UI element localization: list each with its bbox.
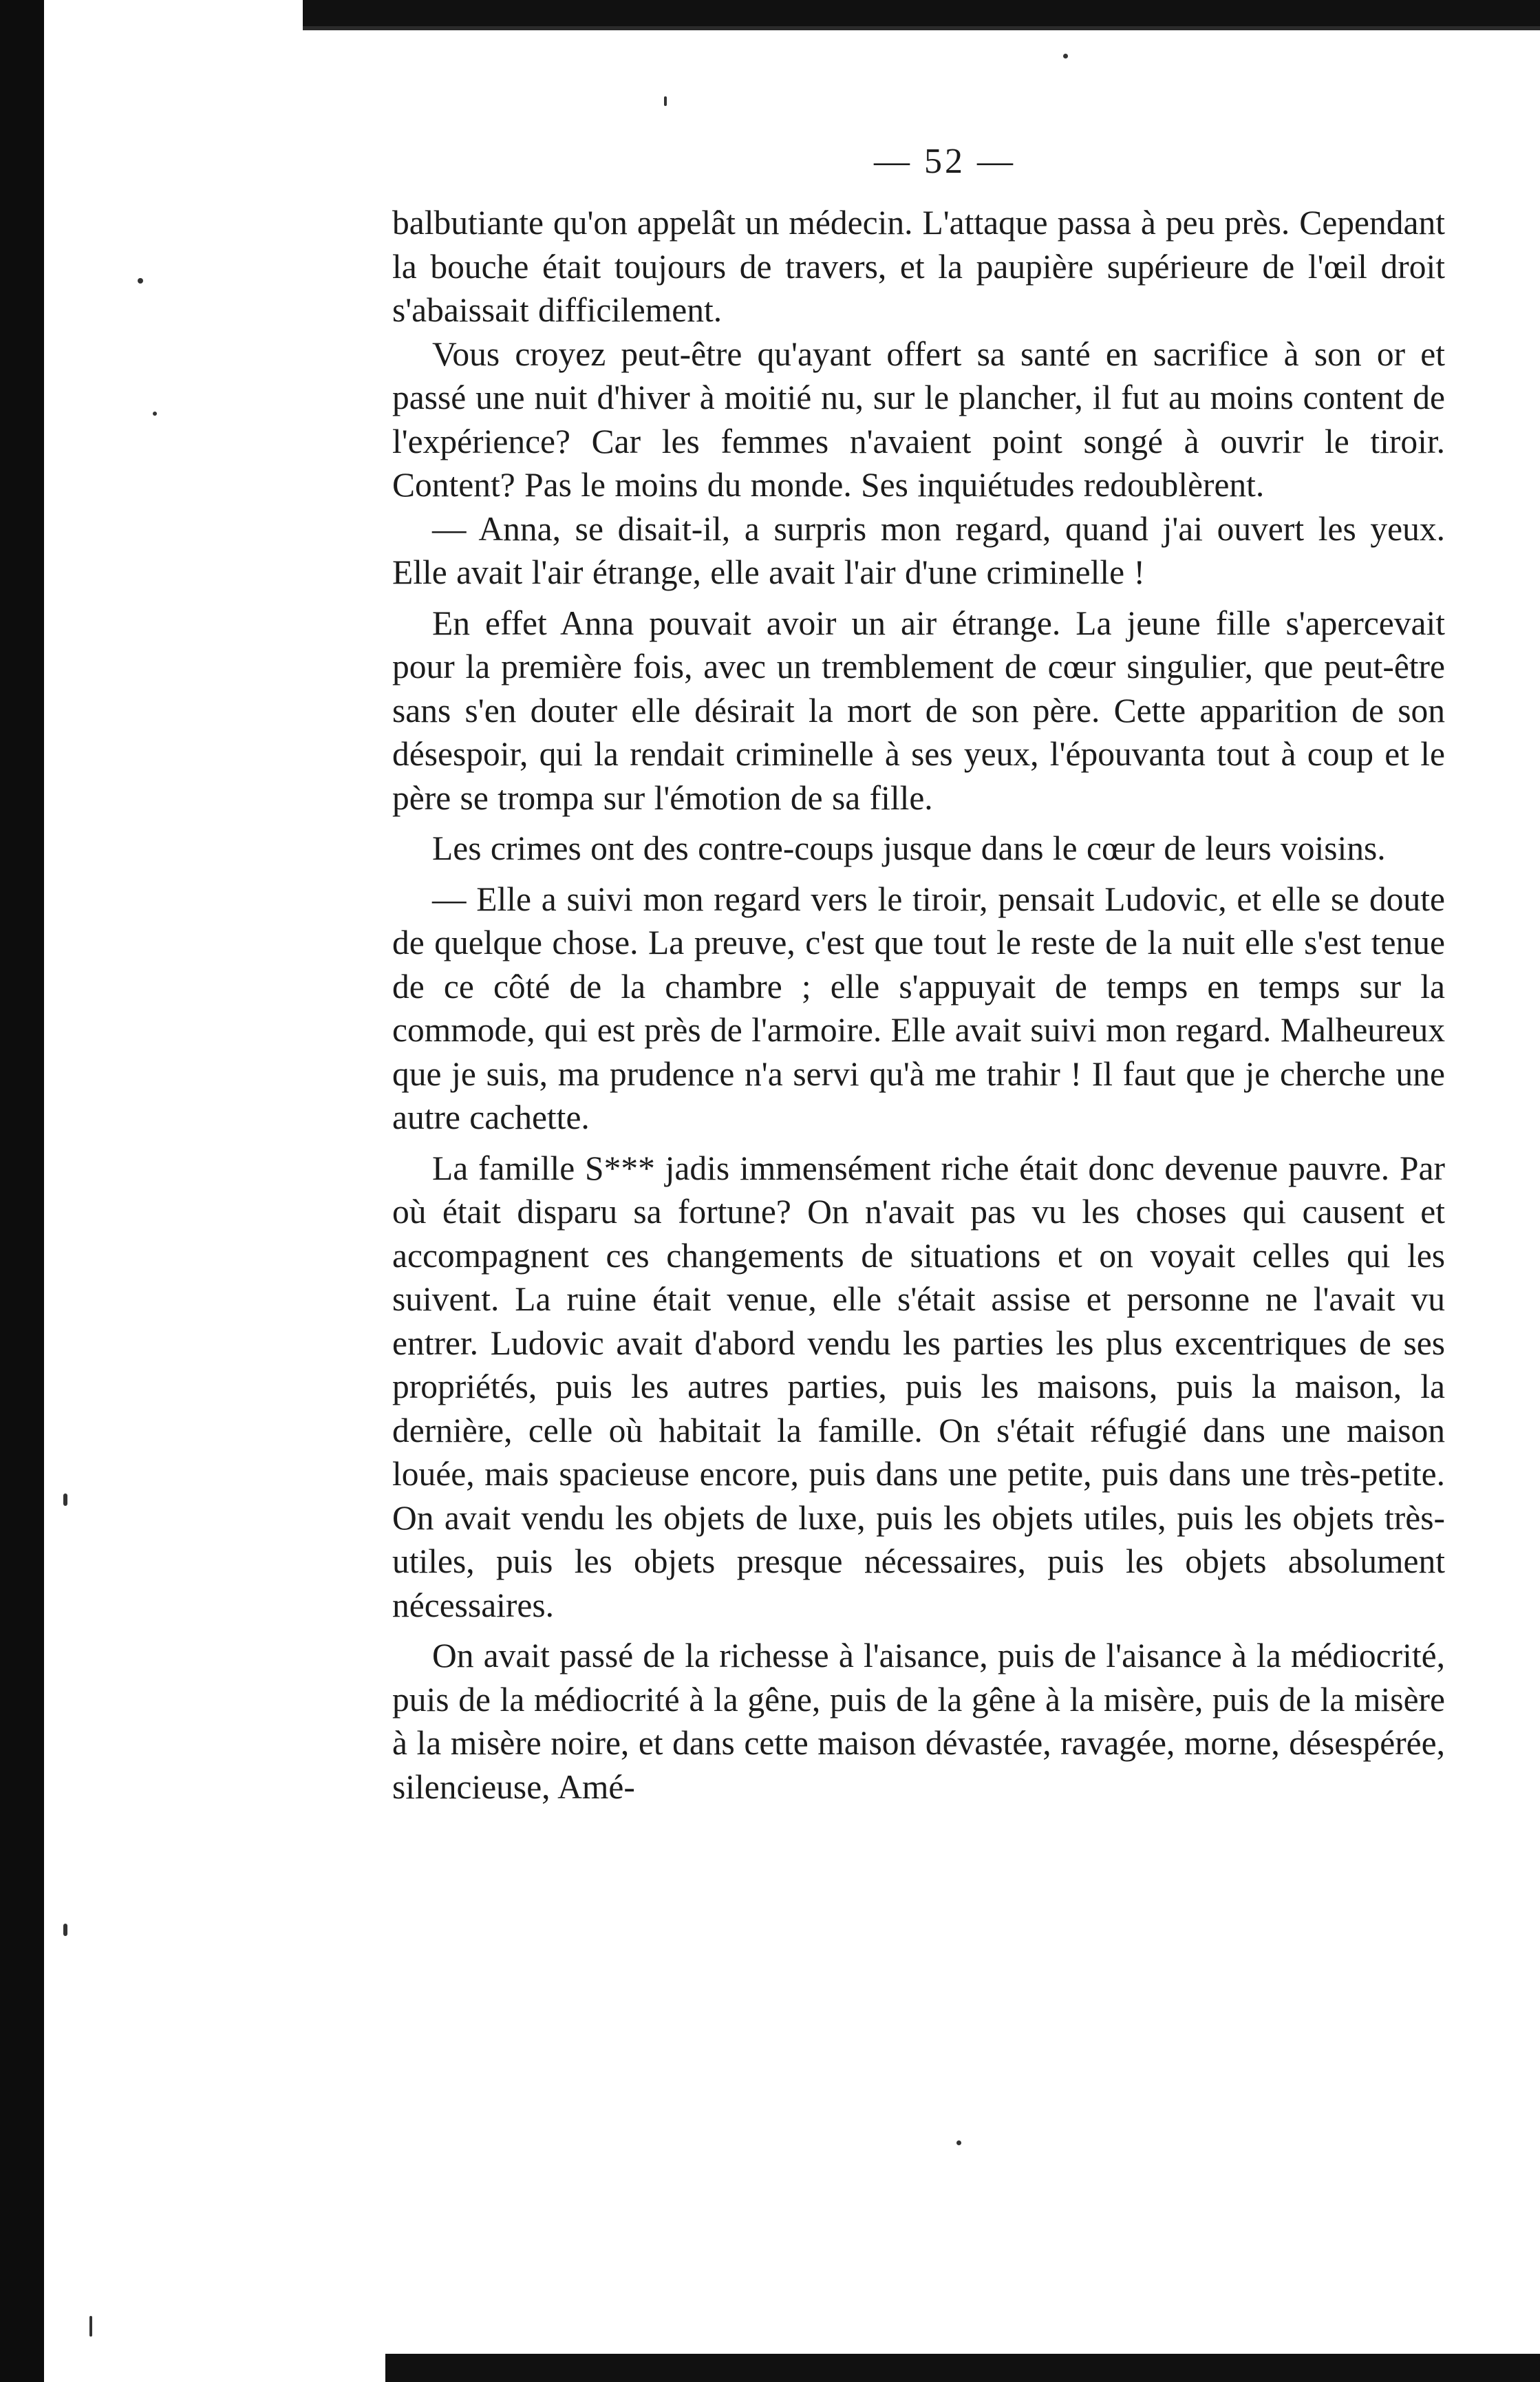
paragraph: On avait passé de la richesse à l'aisance, puis de l'aisance à la médiocrité, puis de la médiocrité à la gêne, puis de la gêne à la misère, puis de la misère à la misère noire, et dans cette maison dévastée, ravagée, morne, désespérée, silencieuse, Amé- <box>392 1637 1445 1806</box>
scan-border-top-shadow <box>303 26 1540 30</box>
paragraph: — Anna, se disait-il, a surpris mon regard, quand j'ai ouvert les yeux. Elle avait l'air étrange, elle avait l'air d'une criminelle ! <box>392 509 1445 591</box>
scan-speck <box>1063 54 1068 59</box>
paragraph: Les crimes ont des contre-coups jusque dans le cœur de leurs voisins. <box>432 829 1386 867</box>
paragraph: — Elle a suivi mon regard vers le tiroir, pensait Ludovic, et elle se doute de quelque chose. La preuve, c'est que tout le reste de la nuit elle s'est tenue de ce côté de la chambre ; elle s'appuyait de temps en temps sur la commode, qui est près de l'armoire. Elle avait suivi mon regard. Malheureux que je suis, ma prudence n'a servi qu'à me trahir ! Il faut que je cherche une autre cachette. <box>392 880 1445 1136</box>
scan-speck <box>664 96 667 106</box>
scan-speck <box>956 2140 961 2145</box>
scan-border-bottom <box>385 2354 1540 2382</box>
page-number: — 52 — <box>874 142 1016 181</box>
body-text <box>392 201 1445 1809</box>
scan-border-top <box>303 0 1540 26</box>
paragraph: balbutiante qu'on appelât un médecin. L'attaque passa à peu près. Cependant la bouche était toujours de travers, et la paupière supérieure de l'œil droit s'abaissait difficilement. <box>392 204 1445 329</box>
paragraph: Vous croyez peut-être qu'ayant offert sa santé en sacrifice à son or et passé une nuit d'hiver à moitié nu, sur le plancher, il fut au moins content de l'expérience? Car les femmes n'avaient point songé à ouvrir le tiroir. Content? Pas le moins du monde. Ses inquiétudes redoublèrent. <box>392 334 1445 504</box>
paragraph: En effet Anna pouvait avoir un air étrange. La jeune fille s'apercevait pour la première fois, avec un tremblement de cœur singulier, que peut-être sans s'en douter elle désirait la mort de son père. Cette apparition de son désespoir, qui la rendait criminelle à ses yeux, l'épouvanta tout à coup et le père se trompa sur l'émotion de sa fille. <box>392 604 1445 817</box>
scan-speck <box>138 278 143 284</box>
paragraph: La famille S*** jadis immensément riche était donc devenue pauvre. Par où était disparu sa fortune? On n'avait pas vu les choses qui causent et accompagnent ces changements de situations et on voyait celles qui les suivent. La ruine était venue, elle s'était assise et personne ne l'avait vu entrer. Ludovic avait d'abord vendu les parties les plus excentriques de ses propriétés, puis les autres parties, puis les maisons, puis la maison, la dernière, celle où habitait la famille. On s'était réfugié dans une maison louée, mais spacieuse encore, puis dans une petite, puis dans une très-petite. On avait vendu les objets de luxe, puis les objets utiles, puis les objets très-utiles, puis les objets presque nécessaires, puis les objets absolument nécessaires. <box>392 1149 1445 1624</box>
scan-border-left <box>0 0 44 2382</box>
scan-speck <box>153 412 157 416</box>
scan-speck <box>63 1493 67 1506</box>
scan-speck <box>89 2316 92 2337</box>
scan-speck <box>63 1924 67 1936</box>
